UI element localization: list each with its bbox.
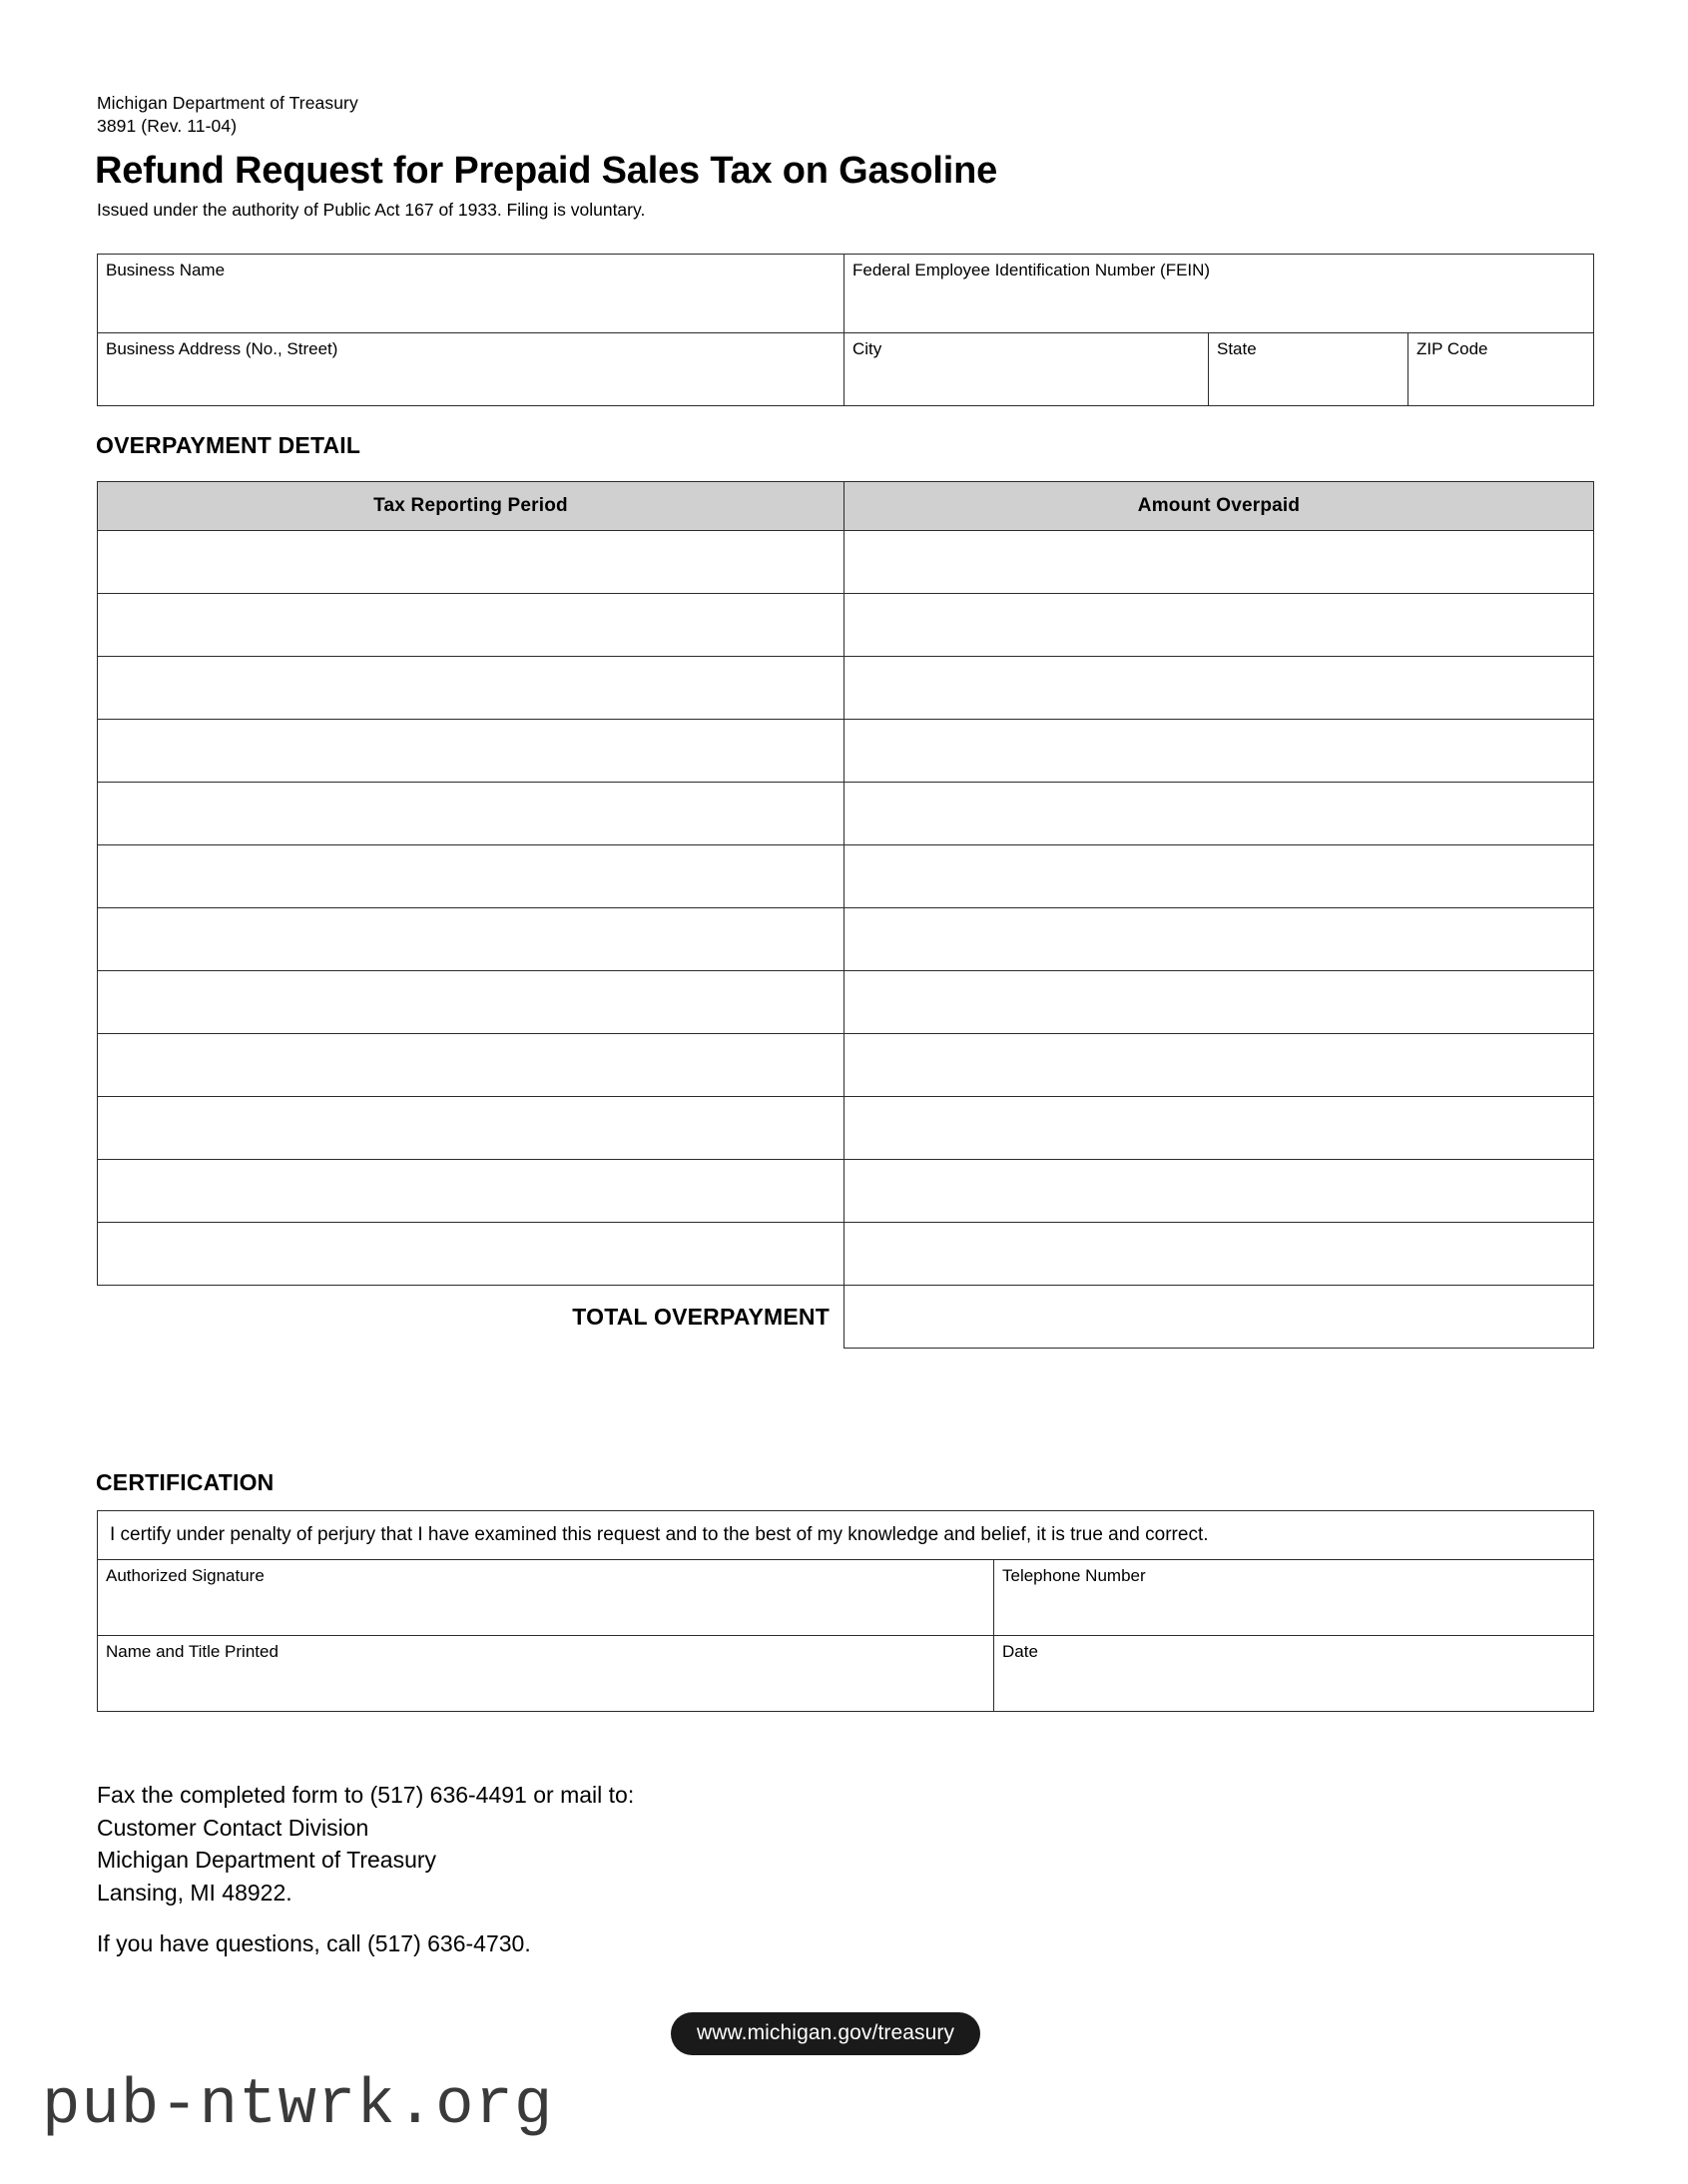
table-row [98, 720, 1594, 783]
tax-reporting-period-cell[interactable] [98, 1160, 844, 1223]
date-field[interactable] [994, 1636, 1594, 1712]
telephone-number-field[interactable] [994, 1560, 1594, 1636]
total-overpayment-value[interactable] [844, 1286, 1594, 1349]
tax-reporting-period-cell[interactable] [98, 531, 844, 594]
amount-overpaid-cell[interactable] [844, 594, 1594, 657]
certification-statement-cell [98, 1511, 1594, 1560]
certification-heading: CERTIFICATION [96, 1469, 275, 1495]
amount-overpaid-cell[interactable] [844, 1034, 1594, 1097]
amount-overpaid-cell[interactable] [844, 845, 1594, 908]
state-field[interactable] [1209, 333, 1408, 406]
column-header-amount-overpaid: Amount Overpaid [844, 482, 1594, 531]
certification-table [97, 1510, 1594, 1712]
table-row [98, 594, 1594, 657]
form-number: 3891 (Rev. 11-04) [97, 115, 238, 136]
table-row [98, 1097, 1594, 1160]
overpayment-detail-table [97, 481, 1594, 1349]
city-label: City [852, 339, 882, 358]
table-row [98, 1034, 1594, 1097]
table-row [98, 1511, 1594, 1560]
amount-overpaid-cell[interactable] [844, 657, 1594, 720]
fein-label: Federal Employee Identification Number (FEIN) [852, 261, 1211, 279]
amount-overpaid-cell[interactable] [844, 720, 1594, 783]
table-row [98, 1160, 1594, 1223]
tax-reporting-period-cell[interactable] [98, 783, 844, 845]
city-field[interactable] [844, 333, 1209, 406]
zip-code-field[interactable] [1408, 333, 1594, 406]
name-and-title-field[interactable] [98, 1636, 994, 1712]
zip-code-label: ZIP Code [1416, 339, 1488, 358]
tax-reporting-period-cell[interactable] [98, 971, 844, 1034]
tax-reporting-period-cell[interactable] [98, 1097, 844, 1160]
total-overpayment-row [98, 1286, 1594, 1349]
table-row [98, 845, 1594, 908]
department-line: Michigan Department of Treasury [97, 1847, 437, 1874]
business-address-field[interactable] [98, 333, 844, 406]
name-and-title-label: Name and Title Printed [106, 1642, 279, 1661]
total-overpayment-label: TOTAL OVERPAYMENT [572, 1303, 830, 1330]
overpayment-detail-heading: OVERPAYMENT DETAIL [96, 432, 361, 458]
table-row [98, 657, 1594, 720]
authorized-signature-label: Authorized Signature [106, 1566, 265, 1585]
telephone-number-label: Telephone Number [1002, 1566, 1146, 1585]
table-row [98, 971, 1594, 1034]
tax-reporting-period-cell[interactable] [98, 1034, 844, 1097]
table-row [98, 255, 1594, 333]
agency-block [97, 92, 358, 138]
certification-statement: I certify under penalty of perjury that I have examined this request and to the best of my knowledge and belief, it is true and correct. [110, 1523, 1209, 1545]
amount-overpaid-cell[interactable] [844, 783, 1594, 845]
amount-overpaid-cell[interactable] [844, 531, 1594, 594]
mailing-instructions [97, 1779, 634, 1910]
amount-overpaid-cell[interactable] [844, 971, 1594, 1034]
business-name-field[interactable] [98, 255, 844, 333]
city-state-zip-line: Lansing, MI 48922. [97, 1879, 292, 1906]
authority-statement: Issued under the authority of Public Act 167 of 1933. Filing is voluntary. [97, 200, 646, 220]
tax-reporting-period-cell[interactable] [98, 845, 844, 908]
overpayment-rows-body [98, 531, 1594, 1286]
tax-reporting-period-cell[interactable] [98, 908, 844, 971]
business-info-table [97, 254, 1594, 406]
amount-overpaid-cell[interactable] [844, 908, 1594, 971]
tax-reporting-period-cell[interactable] [98, 720, 844, 783]
division-line: Customer Contact Division [97, 1814, 369, 1841]
fax-instruction-line: Fax the completed form to (517) 636-4491 or mail to: [97, 1782, 635, 1808]
fein-field[interactable] [844, 255, 1594, 333]
questions-line: If you have questions, call (517) 636-4730. [97, 1930, 531, 1956]
state-label: State [1217, 339, 1257, 358]
amount-overpaid-cell[interactable] [844, 1097, 1594, 1160]
table-row [98, 783, 1594, 845]
table-row [98, 333, 1594, 406]
amount-overpaid-cell[interactable] [844, 1160, 1594, 1223]
table-row [98, 531, 1594, 594]
amount-overpaid-cell[interactable] [844, 1223, 1594, 1286]
page-title: Refund Request for Prepaid Sales Tax on Gasoline [95, 150, 998, 192]
table-row [98, 908, 1594, 971]
business-name-label: Business Name [106, 261, 226, 279]
treasury-website-badge[interactable]: www.michigan.gov/treasury [671, 2012, 980, 2055]
tax-reporting-period-cell[interactable] [98, 657, 844, 720]
agency-name: Michigan Department of Treasury [97, 93, 358, 113]
table-row [98, 1560, 1594, 1636]
tax-reporting-period-cell[interactable] [98, 594, 844, 657]
business-address-label: Business Address (No., Street) [106, 339, 338, 358]
authorized-signature-field[interactable] [98, 1560, 994, 1636]
table-row [98, 1223, 1594, 1286]
date-label: Date [1002, 1642, 1038, 1661]
tax-reporting-period-cell[interactable] [98, 1223, 844, 1286]
column-header-tax-reporting-period: Tax Reporting Period [98, 482, 844, 531]
table-header-row [98, 482, 1594, 531]
table-row [98, 1636, 1594, 1712]
watermark-text: pub-ntwrk.org [42, 2070, 554, 2142]
